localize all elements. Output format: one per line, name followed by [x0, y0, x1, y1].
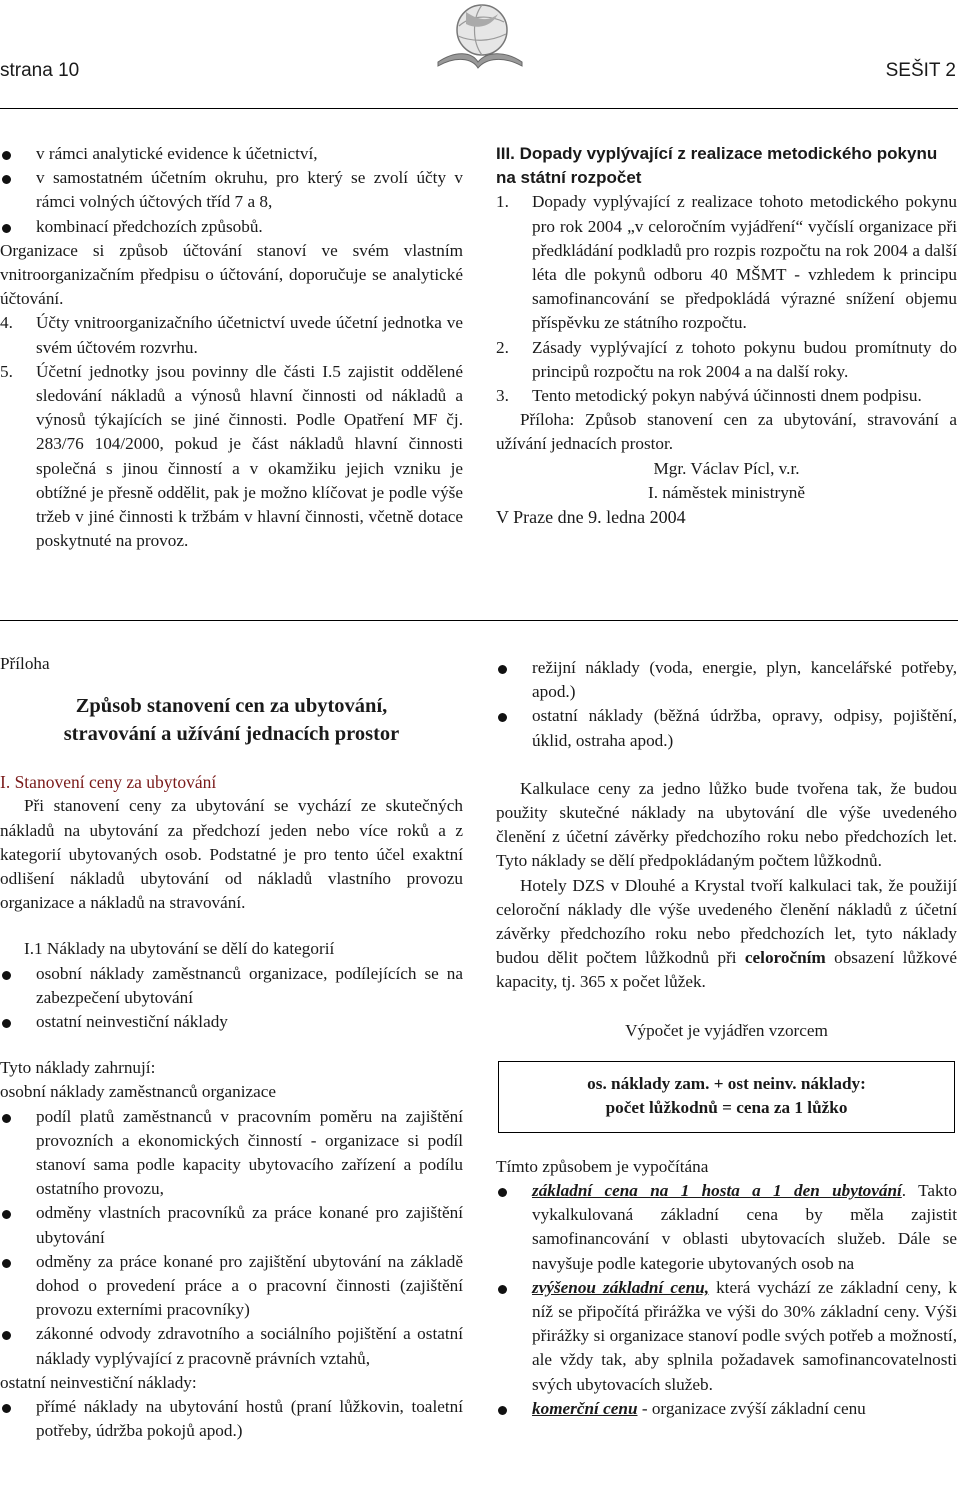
numbered-item-4 [0, 311, 463, 359]
numbered-item-2 [496, 336, 957, 384]
title-line-1: Způsob stanovení cen za ubytování, [75, 695, 388, 718]
section-heading: I. Stanovení ceny za ubytování [0, 772, 217, 793]
formula-intro: Výpočet je vyjádřen vzorcem [625, 1020, 828, 1040]
numbered-item-1 [496, 190, 957, 335]
text-run: Hotely DZS v Dlouhé a Krystal tvoří kalkulaci tak, že použijí celoroční náklady dle výše uvedeného členění nákladů z účetní závěrky předchozího roku nebo předchozích let, tyto náklady budou dělit počtem lůžkodnů při [496, 875, 957, 968]
upper-left-column [0, 142, 463, 553]
lower-right-column [496, 656, 957, 1421]
text-run: . Takto vykalkulovaná základní cena by měla zajistit samofinancování v oblasti ubytovacích služeb. Dále se navyšuje podle kategorie ubytovaných osob na [532, 1181, 957, 1273]
text-run: obsazení lůžkové kapacity, tj. 365 x počet lůžek. [496, 948, 957, 992]
personnel-costs-label: osobní náklady zaměstnanců organizace [0, 1082, 277, 1102]
paragraph: Při stanovení ceny za ubytování se vychází ze skutečných nákladů na ubytování za předchozí jeden nebo více roků a z kategorií ubytovaných osob. Podstatné je pro tento účel exaktní odlišení nákladů ubytování od nákladů vlastního provozu organizace a nákladů na stravování. [0, 796, 463, 913]
text-run: která vychází ze základní ceny, k níž se připočítá přirážka ve výši do 30% základní ceny. Výši přirážky si organizace stanoví podle svých potřeb a možností, ale vždy tak, aby splnila požadavek samofinancovatelnosti svých ubytovacích služeb. [532, 1277, 957, 1394]
list-item [496, 1276, 957, 1397]
list-item: odměny za práce konané pro zajištění ubytování na základě dohod o provedení práce a o pracovní činnosti (zajištění provozu externími pracovníky) [0, 1250, 463, 1323]
item-number: 5. [0, 361, 13, 381]
list-item: v samostatném účetním okruhu, pro který se zvolí účty v rámci volných účtových tříd 7 a 8, [0, 166, 463, 214]
item-text: Zásady vyplývající z tohoto pokynu budou promítnuty do principů rozpočtu na rok 2004 a na další roky. [532, 337, 957, 381]
item-text: Tento metodický pokyn nabývá účinnosti dnem podpisu. [532, 386, 922, 406]
item-number: 3. [496, 386, 509, 406]
section-rule [0, 620, 958, 621]
list-item: odměny vlastních pracovníků za práce konané pro zajištění ubytování [0, 1201, 463, 1249]
list-item [496, 1397, 957, 1421]
upper-right-column [496, 142, 957, 529]
commercial-price-term: komerční cenu [532, 1398, 638, 1418]
list-item: ostatní náklady (běžná údržba, opravy, odpisy, pojištění, úklid, ostraha apod.) [496, 704, 957, 752]
formula-line-1: os. náklady zam. + ost neinv. náklady: [587, 1073, 866, 1093]
emphasis: celoročním [744, 948, 826, 968]
base-price-term: základní cena na 1 hosta a 1 den ubytování [532, 1181, 902, 1201]
list-item: osobní náklady zaměstnanců organizace, podílejících se na zabezpečení ubytování [0, 962, 463, 1010]
numbered-item-5 [0, 360, 463, 554]
list-item: přímé náklady na ubytování hostů (praní lůžkovin, toaletní potřeby, údržba pokojů apod.) [0, 1395, 463, 1443]
item-number: 4. [0, 313, 13, 333]
signature-date: V Praze dne 9. ledna 2004 [496, 507, 686, 528]
other-costs-label: ostatní neinvestiční náklady: [0, 1372, 197, 1392]
attachment-label: Příloha [0, 654, 50, 673]
publication-name: SEŠIT 2 [885, 60, 956, 81]
list-item: režijní náklady (voda, energie, plyn, kancelářské potřeby, apod.) [496, 656, 957, 704]
item-text: Dopady vyplývající z realizace tohoto metodického pokynu pro rok 2004 „v celoročním vyjádření“ vyčíslí organizace při předkládání podkladů pro rozpis rozpočtu na rok 2004 a další léta dle pokynů odboru 40 MŠMT - vzhledem k principu samofinancování se předpokládá výrazné snížení objemu příspěvku ze státního rozpočtu. [532, 192, 957, 333]
paragraph [496, 874, 957, 995]
text-run: - organizace zvýší základní cenu [637, 1398, 866, 1418]
calculation-intro: Tímto způsobem je vypočítána [496, 1156, 709, 1176]
title-line-2: stravování a užívání jednacích prostor [63, 723, 400, 746]
paragraph: Kalkulace ceny za jedno lůžko bude tvořena tak, že budou použity skutečné náklady na ubytování dle výše uvedeného členění z účetní závěrky předchozího roku nebo předchozích let. Tyto náklady se dělí předpokládaným počtem lůžkodnů. [496, 778, 957, 871]
section-heading: III. Dopady vyplývající z realizace metodického pokynu na státní rozpočet [496, 144, 938, 188]
costs-intro: Tyto náklady zahrnují: [0, 1058, 156, 1078]
globe-book-icon [432, 0, 524, 70]
item-number: 2. [496, 337, 509, 357]
item-text: Účetní jednotky jsou povinny dle části I.5 zajistit oddělené sledování nákladů a výnosů hlavní činnosti od nákladů a výnosů týkajících se jiné činnosti. Podle Opatření MF čj. 283/76 104/2000, pokud je část nákladů hlavní činnosti společná s jinou činností a v okamžiku jejich vzniku je obtížné je přesně oddělit, pak je možno klíčovat je podle výše tržeb v jiné činnosti k tržbám v hlavní činnosti, včetně dotace poskytnuté na provoz. [36, 361, 463, 551]
numbered-item-3 [496, 384, 957, 408]
formula-box [498, 1061, 955, 1133]
formula-line-2: počet lůžkodnů = cena za 1 lůžko [605, 1097, 848, 1117]
increased-price-term: zvýšenou základní cenu, [532, 1277, 709, 1297]
paragraph: Organizace si způsob účtování stanoví ve svém vlastním vnitroorganizačním předpisu o účtování, doporučuje se analytické účtování. [0, 240, 463, 309]
signer-name: Mgr. Václav Pícl, v.r. [653, 458, 800, 478]
list-item [496, 1179, 957, 1276]
page-number: strana 10 [0, 60, 80, 81]
list-item: zákonné odvody zdravotního a sociálního pojištění a ostatní náklady vyplývající z pracovně právních vztahů, [0, 1322, 463, 1370]
item-number: 1. [496, 192, 509, 212]
lower-left-column [0, 652, 463, 1443]
list-item: kombinací předchozích způsobů. [0, 215, 463, 239]
list-item: podíl platů zaměstnanců v pracovním poměru na zajištění provozních a ekonomických činností - organizace si podíl stanoví sama podle kapacity ubytovacího zařízení a podílu ostatního provozu, [0, 1105, 463, 1202]
attachment-note: Příloha: Způsob stanovení cen za ubytování, stravování a užívání jednacích prostor. [496, 410, 957, 454]
list-item: v rámci analytické evidence k účetnictví, [0, 142, 463, 166]
list-item: ostatní neinvestiční náklady [0, 1010, 463, 1034]
item-text: Účty vnitroorganizačního účetnictví uvede účetní jednotka ve svém účtovém rozvrhu. [36, 313, 463, 357]
subsection-heading: I.1 Náklady na ubytování se dělí do kategorií [24, 939, 335, 959]
attachment-title [0, 692, 463, 748]
header-rule [0, 108, 958, 109]
signer-role: I. náměstek ministryně [647, 482, 806, 502]
